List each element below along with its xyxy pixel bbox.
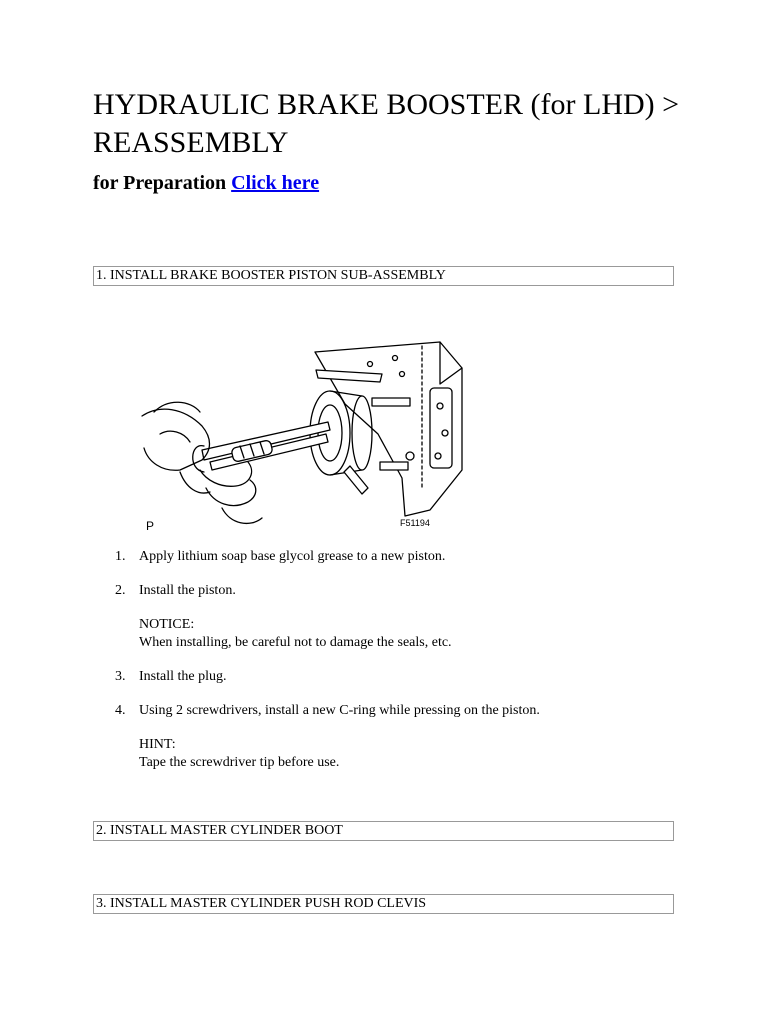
- instruction-number: 3.: [115, 669, 126, 684]
- notice-note: [139, 616, 661, 652]
- step-heading-3: 3. INSTALL MASTER CYLINDER PUSH ROD CLEVIS: [93, 894, 674, 914]
- preparation-link[interactable]: Click here: [231, 172, 320, 194]
- figure-corner-label: P: [146, 519, 155, 533]
- preparation-line: [93, 172, 319, 195]
- page-title: HYDRAULIC BRAKE BOOSTER (for LHD) > REASSEMBLY: [93, 88, 680, 159]
- instruction-text: Install the piston.: [139, 583, 236, 598]
- instruction-item: [101, 668, 661, 686]
- instruction-number: 4.: [115, 703, 126, 718]
- instruction-item: [101, 582, 661, 652]
- instruction-text: Apply lithium soap base glycol grease to a new piston.: [139, 549, 446, 564]
- note-text: When installing, be careful not to damage the seals, etc.: [139, 635, 452, 650]
- step-heading-1: 1. INSTALL BRAKE BOOSTER PISTON SUB-ASSEMBLY: [93, 266, 674, 286]
- step-heading-2: 2. INSTALL MASTER CYLINDER BOOT: [93, 821, 674, 841]
- instruction-text: Using 2 screwdrivers, install a new C-ring while pressing on the piston.: [139, 703, 540, 718]
- instruction-number: 2.: [115, 583, 126, 598]
- note-text: Tape the screwdriver tip before use.: [139, 755, 340, 770]
- note-label: NOTICE:: [139, 617, 195, 632]
- instruction-item: [101, 702, 661, 772]
- brake-booster-piston-illustration: [140, 338, 470, 533]
- note-label: HINT:: [139, 737, 176, 752]
- figure-code: F51194: [400, 518, 430, 528]
- preparation-label: for Preparation: [93, 172, 227, 194]
- instruction-list: [101, 548, 661, 788]
- instruction-text: Install the plug.: [139, 669, 227, 684]
- instruction-number: 1.: [115, 549, 126, 564]
- hint-note: [139, 736, 661, 772]
- instruction-item: [101, 548, 661, 566]
